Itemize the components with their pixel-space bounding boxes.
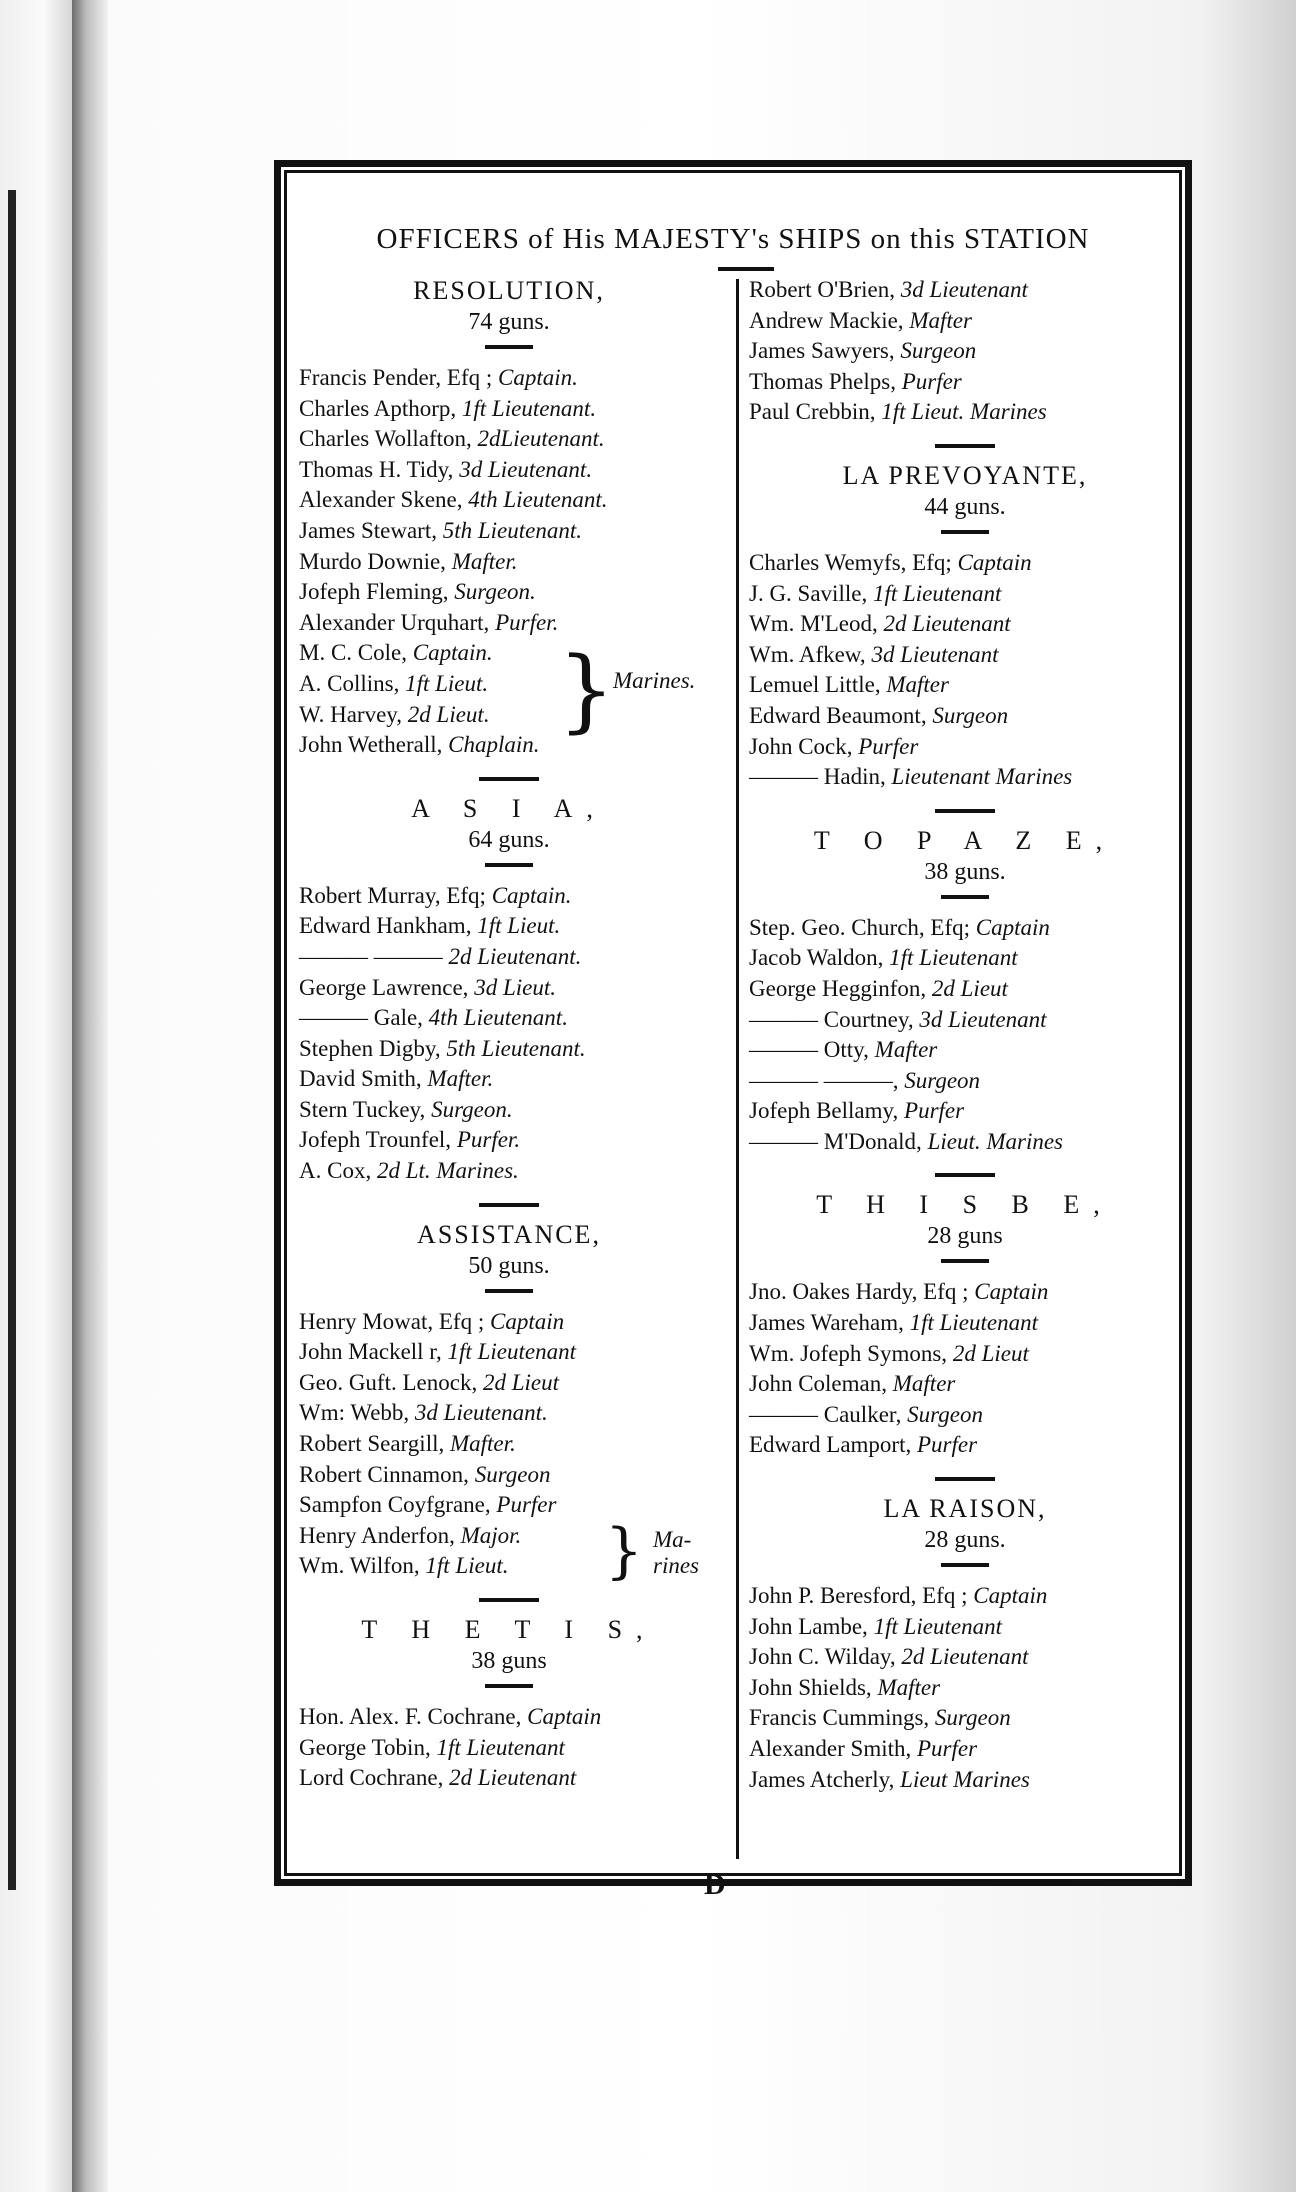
officer-entry — [299, 730, 719, 761]
officer-entry — [299, 1733, 719, 1764]
officer-name: Stephen Digby, — [299, 1035, 447, 1061]
guns-rule — [485, 863, 533, 867]
right-column — [749, 275, 1181, 1795]
officer-rank: Major. — [460, 1522, 522, 1548]
officer-name: A. Collins, — [299, 670, 406, 696]
ship-block — [299, 1598, 719, 1794]
officer-rank: 5th Lieutenant. — [446, 1035, 586, 1061]
page — [108, 0, 1296, 2192]
officer-entry — [749, 397, 1181, 428]
officer-name: Robert Murray, Efq; — [299, 882, 492, 908]
officer-name: John P. Beresford, Efq ; — [749, 1583, 974, 1609]
officer-entry — [749, 670, 1181, 701]
brace-symbol: } — [557, 638, 615, 744]
officer-name: Thomas Phelps, — [749, 368, 902, 394]
officer-rank: Surgeon — [907, 1401, 983, 1427]
ship-name: LA RAISON, — [883, 1494, 1047, 1524]
officer-rank: 2d Lieut — [482, 1369, 559, 1395]
officer-rank: Mafter. — [449, 1431, 516, 1457]
officer-entry — [749, 1277, 1181, 1308]
officer-entry — [299, 577, 719, 608]
section-rule — [935, 809, 995, 813]
ship-block — [299, 275, 719, 761]
ship-name: RESOLUTION, — [413, 276, 605, 305]
officer-rank: Lieut Marines — [900, 1766, 1030, 1792]
book-gutter — [72, 0, 108, 2192]
officer-name: Jofeph Trounfel, — [299, 1127, 457, 1153]
officer-rank: Purfer — [901, 368, 962, 394]
officer-name: Robert O'Brien, — [749, 277, 901, 302]
officer-name: ——— M'Donald, — [749, 1128, 928, 1154]
officer-name: Lemuel Little, — [749, 672, 887, 698]
section-rule — [935, 1173, 995, 1177]
officer-rank: 1ft Lieutenant. — [461, 395, 597, 421]
officer-entry — [749, 762, 1181, 793]
officer-name: James Wareham, — [749, 1310, 910, 1336]
officer-rank: Lieut. Marines — [927, 1128, 1064, 1154]
officer-rank: Surgeon — [934, 1705, 1011, 1731]
officer-name: ——— Gale, — [299, 1005, 429, 1031]
officer-name: Jno. Oakes Hardy, Efq ; — [749, 1279, 975, 1305]
officer-name: ——— Hadin, — [749, 764, 892, 790]
officer-entry — [299, 1095, 719, 1126]
officer-rank: 1ft Lieut. Marines — [881, 399, 1047, 425]
officer-rank: Surgeon. — [454, 579, 536, 605]
officer-entry — [299, 1429, 719, 1460]
officer-entry — [299, 638, 719, 669]
officer-entry — [299, 1398, 719, 1429]
ship-guns: 28 guns — [927, 1223, 1003, 1250]
officer-rank: Mafter — [874, 1037, 938, 1063]
officer-name: Wm. Jofeph Symons, — [749, 1340, 953, 1366]
officer-name: Edward Lamport, — [749, 1432, 917, 1458]
officer-name: George Tobin, — [299, 1734, 437, 1760]
ship-block — [299, 777, 719, 1187]
officer-entry — [299, 881, 719, 912]
ship-block — [749, 275, 1181, 428]
officer-name: Jofeph Fleming, — [299, 579, 455, 605]
officer-rank: Purfer — [858, 733, 919, 759]
officer-name: ——— Otty, — [749, 1037, 875, 1063]
officer-name: ——— ——— — [299, 943, 449, 969]
marines-label: Marines. — [613, 668, 696, 694]
officer-entry — [299, 1064, 719, 1095]
officer-entry — [299, 516, 719, 547]
officer-rank: Chaplain. — [448, 732, 540, 758]
officer-rank: 3d Lieut. — [474, 974, 556, 1000]
officer-name: Charles Wollafton, — [299, 426, 478, 452]
officer-entry — [749, 1096, 1181, 1127]
officer-rank: 1ft Lieutenant — [872, 580, 1002, 606]
ship-guns: 44 guns. — [924, 493, 1006, 520]
officer-rank: 1ft Lieutenant — [873, 1613, 1002, 1639]
officer-rank: 2dLieutenant. — [477, 426, 605, 452]
officer-name: Wm. Wilfon, — [299, 1553, 426, 1579]
officer-rank: Mafter. — [451, 548, 518, 574]
left-page-border — [8, 190, 16, 1890]
officer-rank: Surgeon — [474, 1461, 551, 1487]
officer-name: Charles Apthorp, — [299, 395, 462, 421]
officer-entry — [749, 974, 1181, 1005]
officer-name: Francis Pender, Efq ; — [299, 365, 499, 390]
officer-rank: 3d Lieutenant. — [414, 1400, 548, 1426]
officer-entry — [299, 1702, 719, 1733]
officer-rank: 1ft Lieutenant — [909, 1310, 1039, 1336]
officer-name: James Atcherly, — [749, 1766, 901, 1792]
officer-rank: 2d Lieutenant — [901, 1644, 1029, 1670]
officer-entry — [299, 394, 719, 425]
page-signature: D — [704, 1868, 726, 1901]
ship-name: T H E T I S, — [361, 1615, 657, 1644]
ship-guns: 74 guns. — [468, 309, 550, 335]
officer-entry — [299, 1460, 719, 1491]
officer-name: Thomas H. Tidy, — [299, 456, 460, 482]
guns-rule — [485, 1289, 533, 1293]
officer-rank: Mafter — [886, 672, 949, 698]
officer-rank: 1ft Lieut. — [477, 913, 561, 939]
officer-entry — [749, 732, 1181, 763]
officer-entry — [299, 1368, 719, 1399]
ship-guns: 28 guns. — [924, 1527, 1006, 1554]
ship-guns: 50 guns. — [468, 1252, 550, 1279]
officer-name: Paul Crebbin, — [749, 399, 882, 425]
officer-entry — [749, 1400, 1181, 1431]
officer-entry — [299, 700, 719, 731]
officer-name: Alexander Skene, — [299, 487, 469, 513]
section-rule — [479, 1598, 539, 1602]
officer-rank: 2d Lieut — [931, 975, 1008, 1001]
officer-name: ——— Courtney, — [749, 1006, 920, 1032]
officer-entry — [749, 336, 1181, 367]
officer-name: W. Harvey, — [299, 701, 408, 727]
officer-rank: 4th Lieutenant. — [468, 487, 608, 513]
page-title: OFFICERS of His MAJESTY's SHIPS on this STATION — [376, 223, 1090, 255]
officer-name: John Wetherall, — [299, 732, 449, 758]
officer-name: Jofeph Bellamy, — [749, 1098, 905, 1124]
ship-name: A S I A, — [411, 793, 607, 823]
officer-entry — [299, 942, 719, 973]
officer-name: Geo. Guft. Lenock, — [299, 1369, 483, 1395]
officer-entry — [749, 306, 1181, 337]
officer-entry — [299, 424, 719, 455]
officer-name: ——— ———, — [749, 1067, 905, 1093]
officer-rank: 2d Lt. Marines. — [376, 1158, 519, 1184]
section-rule — [479, 1203, 539, 1207]
officer-rank: Captain. — [491, 882, 572, 908]
ship-block — [749, 444, 1181, 793]
officer-name: Francis Cummings, — [749, 1705, 935, 1731]
officer-entry — [749, 1642, 1181, 1673]
officer-entry — [749, 1430, 1181, 1461]
officer-name: Edward Hankham, — [299, 913, 478, 939]
officer-entry — [299, 1156, 719, 1187]
ship-block — [749, 1477, 1181, 1795]
officer-entry — [299, 547, 719, 578]
marines-group — [299, 1515, 719, 1586]
officer-entry — [299, 363, 719, 394]
officer-entry — [749, 1066, 1181, 1097]
officer-name: ——— Caulker, — [749, 1401, 908, 1427]
guns-rule — [485, 1684, 533, 1688]
officer-entry — [749, 1765, 1181, 1796]
officer-name: Jacob Waldon, — [749, 945, 890, 971]
officer-name: Alexander Urquhart, — [299, 609, 496, 635]
officer-entry — [749, 1308, 1181, 1339]
officer-rank: Captain — [490, 1308, 565, 1334]
officer-rank: Mafter. — [427, 1066, 494, 1092]
officer-entry — [749, 1005, 1181, 1036]
left-column — [299, 275, 719, 1794]
officer-entry — [749, 367, 1181, 398]
officer-rank: Surgeon — [932, 702, 1009, 728]
officer-entry — [749, 701, 1181, 732]
officer-rank: Captain — [527, 1704, 602, 1729]
officer-entry — [299, 973, 719, 1004]
header-rule — [718, 267, 774, 271]
officer-name: Wm. Afkew, — [749, 641, 872, 667]
officer-entry — [299, 608, 719, 639]
officer-name: Hon. Alex. F. Cochrane, — [299, 1704, 528, 1729]
officer-rank: 2d Lieutenant — [883, 611, 1011, 637]
officer-entry — [749, 1127, 1181, 1158]
officer-entry — [749, 943, 1181, 974]
officer-entry — [749, 913, 1181, 944]
ship-guns: 38 guns — [471, 1648, 547, 1674]
officer-name: Robert Seargill, — [299, 1431, 450, 1457]
ship-name: LA PREVOYANTE, — [842, 460, 1088, 490]
officer-entry — [299, 1763, 719, 1794]
officer-entry — [299, 1307, 719, 1338]
officer-name: Stern Tuckey, — [299, 1096, 432, 1122]
officer-name: David Smith, — [299, 1066, 428, 1092]
officer-name: Henry Anderfon, — [299, 1522, 461, 1548]
officer-name: John Mackell r, — [299, 1339, 448, 1365]
officer-name: James Sawyers, — [749, 338, 901, 364]
officer-rank: Purfer — [916, 1432, 978, 1458]
officer-name: John Coleman, — [749, 1371, 893, 1397]
left-page-edge — [0, 0, 72, 2192]
officer-name: George Lawrence, — [299, 974, 475, 1000]
officer-rank: 2d Lieutenant. — [448, 943, 582, 969]
officer-name: Edward Beaumont, — [749, 702, 933, 728]
officer-rank: Lieutenant Marines — [891, 764, 1073, 790]
officer-rank: Captain — [974, 1279, 1049, 1305]
officer-rank: Captain. — [412, 640, 493, 666]
officer-entry — [749, 1581, 1181, 1612]
officer-rank: Captain — [957, 549, 1032, 575]
officer-entry — [749, 1703, 1181, 1734]
officer-rank: Mafter — [877, 1674, 941, 1700]
officer-entry — [299, 1034, 719, 1065]
officer-name: Lord Cochrane, — [299, 1765, 450, 1791]
officer-entry — [749, 1673, 1181, 1704]
officer-name: George Hegginfon, — [749, 975, 932, 1001]
officer-rank: 1ft Lieutenant — [436, 1734, 565, 1760]
guns-rule — [941, 895, 989, 899]
officer-entry — [299, 1003, 719, 1034]
officer-entry — [749, 1035, 1181, 1066]
officer-entry — [749, 1339, 1181, 1370]
officer-rank: Surgeon — [900, 338, 977, 364]
officer-rank: Purfer. — [495, 609, 559, 635]
officer-entry — [749, 1369, 1181, 1400]
officer-rank: 3d Lieutenant — [900, 277, 1028, 302]
ship-block — [749, 809, 1181, 1158]
officer-entry — [299, 911, 719, 942]
officer-entry — [299, 455, 719, 486]
officer-rank: Captain — [973, 1583, 1048, 1609]
officer-name: John C. Wilday, — [749, 1644, 902, 1670]
officer-rank: Purfer. — [456, 1127, 521, 1153]
officer-name: Murdo Downie, — [299, 548, 452, 574]
officer-rank: Purfer — [917, 1736, 978, 1761]
officer-name: Alexander Smith, — [749, 1736, 917, 1761]
officer-name: Robert Cinnamon, — [299, 1461, 475, 1487]
officer-rank: Purfer — [496, 1492, 557, 1518]
guns-rule — [941, 1563, 989, 1567]
officer-entry — [299, 485, 719, 516]
officer-entry — [749, 548, 1181, 579]
officer-name: J. G. Saville, — [749, 580, 873, 606]
officers-list-frame — [274, 160, 1192, 1886]
guns-rule — [941, 1259, 989, 1263]
officer-rank: 3d Lieutenant — [919, 1006, 1047, 1032]
officer-rank: 1ft Lieutenant — [889, 945, 1018, 971]
officer-rank: 3d Lieutenant. — [459, 456, 593, 482]
officer-name: Andrew Mackie, — [749, 307, 910, 333]
officer-name: A. Cox, — [299, 1158, 377, 1184]
officer-name: Wm. M'Leod, — [749, 611, 884, 637]
officer-entry — [749, 1612, 1181, 1643]
officer-rank: Captain. — [498, 365, 578, 390]
officer-rank: 2d Lieut. — [407, 701, 490, 727]
brace-symbol: } — [604, 1515, 643, 1586]
officer-rank: 2d Lieutenant — [449, 1765, 577, 1791]
ship-block — [299, 1203, 719, 1586]
officer-name: Henry Mowat, Efq ; — [299, 1308, 490, 1334]
officer-name: Charles Wemyfs, Efq; — [749, 549, 958, 575]
officer-rank: Mafter — [892, 1371, 956, 1397]
marines-label: Ma- rines — [653, 1526, 699, 1578]
guns-rule — [941, 530, 989, 534]
ship-guns: 64 guns. — [468, 826, 550, 853]
officer-name: Step. Geo. Church, Efq; — [749, 914, 976, 940]
officer-name: John Lambe, — [749, 1613, 874, 1639]
officer-rank: Surgeon. — [431, 1096, 513, 1122]
officer-rank: 5th Lieutenant. — [442, 517, 582, 543]
officer-entry — [749, 1734, 1181, 1765]
section-rule — [935, 1477, 995, 1481]
marines-group — [299, 638, 719, 744]
officer-rank: 2d Lieut — [952, 1340, 1029, 1366]
officer-name: M. C. Cole, — [299, 640, 413, 666]
column-divider — [736, 279, 739, 1859]
ship-guns: 38 guns. — [924, 858, 1006, 885]
officer-name: Wm: Webb, — [299, 1400, 415, 1426]
officer-name: John Cock, — [749, 733, 859, 759]
officer-entry — [299, 1337, 719, 1368]
officer-entry — [749, 609, 1181, 640]
officer-entry — [749, 275, 1181, 306]
officer-rank: Purfer — [904, 1098, 965, 1124]
officer-rank: 1ft Lieutenant — [447, 1339, 576, 1365]
section-rule — [935, 444, 995, 448]
officer-rank: 3d Lieutenant — [871, 641, 999, 667]
officer-entry — [749, 579, 1181, 610]
officer-entry — [749, 640, 1181, 671]
officer-rank: 1ft Lieut. — [405, 670, 489, 696]
officer-entry — [299, 1125, 719, 1156]
officer-rank: 1ft Lieut. — [425, 1553, 509, 1579]
ship-name: T H I S B E, — [816, 1190, 1114, 1220]
officer-rank: 4th Lieutenant. — [428, 1005, 568, 1031]
officer-entry — [299, 1490, 719, 1521]
ship-block — [749, 1173, 1181, 1461]
ship-name: T O P A Z E, — [813, 825, 1117, 855]
officer-name: Sampfon Coyfgrane, — [299, 1492, 497, 1518]
section-rule — [479, 777, 539, 781]
officer-rank: Captain — [975, 914, 1050, 940]
officer-name: John Shields, — [749, 1674, 878, 1700]
guns-rule — [485, 345, 533, 349]
officer-rank: Surgeon — [904, 1067, 981, 1093]
ship-name: ASSISTANCE, — [417, 1219, 601, 1249]
officer-rank: Mafter — [909, 307, 972, 333]
officer-name: James Stewart, — [299, 517, 443, 543]
